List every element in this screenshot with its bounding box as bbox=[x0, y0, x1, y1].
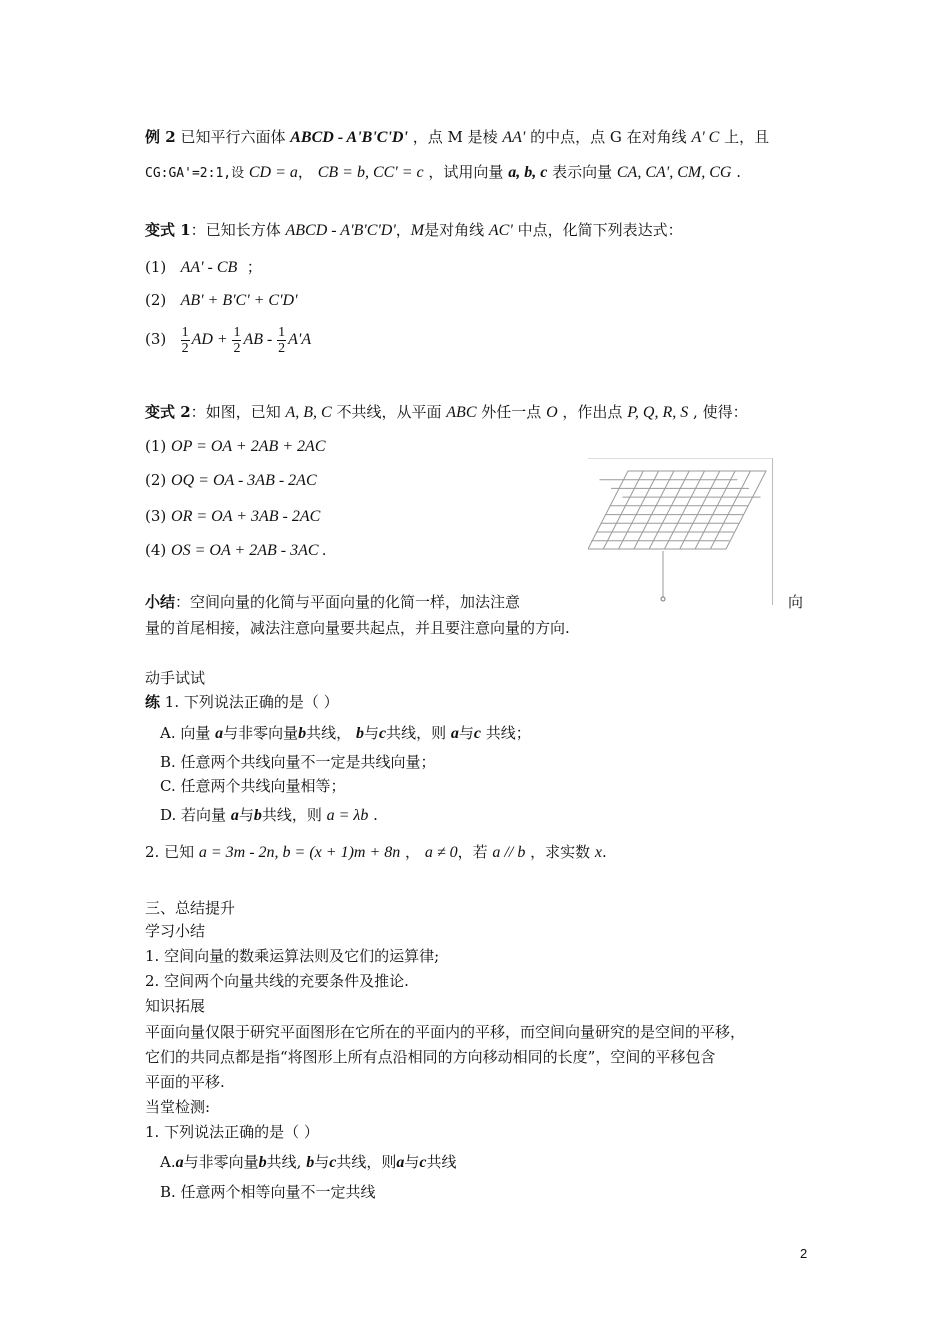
item-number: (3) bbox=[145, 507, 167, 525]
practice-option-a bbox=[160, 723, 531, 744]
text: 中点，化简下列表达式： bbox=[517, 221, 683, 239]
text: 已知平行六面体 bbox=[180, 128, 286, 146]
variant2-item bbox=[145, 470, 317, 491]
text: 共线 bbox=[426, 1153, 457, 1171]
study-summary-heading: 学习小结 bbox=[145, 922, 206, 940]
summary-line1 bbox=[145, 592, 520, 612]
check-option-b: B. 任意两个相等向量不一定共线 bbox=[160, 1183, 376, 1201]
text: 共线，则 bbox=[261, 806, 322, 824]
text: 与非零向量 bbox=[183, 1153, 259, 1171]
math: CA, CA', CM, CG bbox=[616, 164, 732, 181]
text: . bbox=[736, 163, 741, 181]
math: ABC bbox=[446, 404, 477, 421]
summary-label: 小结 bbox=[145, 593, 176, 611]
extension-text: 平面向量仅限于研究平面图形在它所在的平面内的平移，而空间向量研究的是空间的平移， bbox=[145, 1023, 746, 1041]
math: a bbox=[396, 1154, 405, 1171]
variant2-line bbox=[145, 402, 748, 423]
text: . bbox=[373, 806, 378, 824]
math: P, Q, R, S bbox=[627, 404, 689, 421]
item-number: (2) bbox=[145, 291, 167, 309]
text: 空间向量的化简与平面向量的化简一样，加法注意 bbox=[190, 593, 521, 611]
text: 外任一点 bbox=[481, 403, 542, 421]
text: 1. 下列说法正确的是（ ） bbox=[164, 693, 339, 711]
text: 与 bbox=[363, 724, 379, 742]
item-number: (3) bbox=[145, 330, 167, 348]
text: ， bbox=[297, 163, 313, 181]
math: x bbox=[594, 844, 602, 861]
page-number: 2 bbox=[800, 1246, 808, 1261]
math: A' C bbox=[691, 129, 720, 146]
text: ，试用向量 bbox=[428, 163, 504, 181]
math: AD + bbox=[191, 331, 228, 348]
math: b bbox=[298, 725, 307, 742]
practice-label: 练 bbox=[145, 693, 161, 711]
variant2-label: 变式 2 bbox=[145, 403, 191, 421]
extension-text: 它们的共同点都是指“将图形上所有点沿相同的方向移动相同的长度”，空间的平移包含 bbox=[145, 1048, 716, 1066]
text: . bbox=[602, 843, 607, 861]
check-question-1: 1. 下列说法正确的是（ ） bbox=[145, 1123, 319, 1141]
math: a ≠ 0 bbox=[424, 844, 458, 861]
math: b bbox=[258, 1154, 267, 1171]
math: c bbox=[378, 725, 387, 742]
fraction: $\frac{1}{2}$ bbox=[278, 324, 286, 356]
math: OR = OA + 3AB - 2AC bbox=[171, 508, 321, 525]
item-number: (4) bbox=[145, 541, 167, 559]
fraction: $\frac{1}{2}$ bbox=[181, 324, 189, 356]
plane-grid-figure bbox=[588, 458, 773, 605]
math: a // b bbox=[492, 844, 526, 861]
variant2-item bbox=[145, 436, 326, 457]
math: a bbox=[450, 725, 459, 742]
math: A, B, C bbox=[285, 404, 332, 421]
math: c bbox=[419, 1154, 427, 1171]
text: 与 bbox=[314, 1153, 330, 1171]
variant1-label: 变式 1 bbox=[145, 221, 191, 239]
text: 与 bbox=[404, 1153, 420, 1171]
example2-line2 bbox=[145, 162, 741, 184]
variant1-item bbox=[145, 290, 297, 311]
math: ABCD - A'B'C'D' bbox=[285, 222, 396, 239]
practice-heading: 动手试试 bbox=[145, 669, 206, 687]
text: D. 若向量 bbox=[160, 806, 227, 824]
math: a bbox=[230, 807, 239, 824]
text: ： bbox=[175, 593, 191, 611]
text: ，作出点 bbox=[562, 403, 623, 421]
text: ； bbox=[246, 258, 262, 276]
math: OS = OA + 2AB - 3AC . bbox=[171, 542, 327, 559]
grid-plane-image bbox=[588, 459, 772, 605]
text: 上，且 bbox=[724, 128, 770, 146]
summary-point-1: 1. 空间向量的数乘运算法则及它们的运算律; bbox=[145, 947, 440, 965]
text: 不共线，从平面 bbox=[336, 403, 442, 421]
item-number: (1) bbox=[145, 258, 167, 276]
practice-option-c: C. 任意两个共线向量相等； bbox=[160, 777, 346, 795]
text: ，若 bbox=[457, 843, 488, 861]
math: b bbox=[306, 1154, 315, 1171]
text: 已知长方体 bbox=[205, 221, 281, 239]
example2-line1 bbox=[145, 127, 769, 148]
text: 与 bbox=[238, 806, 254, 824]
text: , 使得： bbox=[693, 403, 748, 421]
item-number: (2) bbox=[145, 471, 167, 489]
math: AA' bbox=[502, 129, 526, 146]
text: A. bbox=[160, 1153, 176, 1171]
summary-point-2: 2. 空间两个向量共线的充要条件及推论. bbox=[145, 972, 409, 990]
item-number: (1) bbox=[145, 437, 167, 455]
math: CD = a bbox=[248, 164, 298, 181]
extension-text: 平面的平移. bbox=[145, 1073, 225, 1091]
practice-q1 bbox=[145, 692, 339, 712]
math: a = 3m - 2n, b = (x + 1)m + 8n bbox=[198, 844, 401, 861]
math: AB - bbox=[243, 331, 273, 348]
math: ABCD - A'B'C'D' bbox=[290, 129, 408, 146]
math: c bbox=[473, 725, 482, 742]
math: AB' + B'C' + C'D' bbox=[180, 292, 298, 309]
text: 共线，则 bbox=[386, 724, 447, 742]
math: OP = OA + 2AB + 2AC bbox=[171, 438, 326, 455]
math: c bbox=[329, 1154, 337, 1171]
text: 与非零向量 bbox=[223, 724, 299, 742]
practice-q2 bbox=[145, 842, 607, 863]
text: 共线， bbox=[306, 724, 352, 742]
math: A'A bbox=[288, 331, 312, 348]
math: a, b, c bbox=[508, 164, 548, 181]
text: ： bbox=[190, 403, 206, 421]
text: 是对角线 bbox=[424, 221, 485, 239]
text: ， bbox=[405, 843, 421, 861]
math: CB = b, CC' = c bbox=[317, 164, 424, 181]
example2-label: 例 2 bbox=[145, 128, 176, 146]
math: a = λb bbox=[326, 807, 369, 824]
conclusion-heading: 三、总结提升 bbox=[145, 899, 236, 917]
math: AA' - CB bbox=[180, 259, 238, 276]
text: CG:GA'=2:1,设 bbox=[145, 166, 245, 181]
summary-line1-end: 向 bbox=[788, 593, 804, 611]
text: 的中点，点 G 在对角线 bbox=[530, 128, 687, 146]
math: AC' bbox=[488, 222, 513, 239]
math: O bbox=[546, 404, 558, 421]
math: a bbox=[175, 1154, 184, 1171]
math: M bbox=[410, 222, 425, 239]
text: ， bbox=[395, 221, 411, 239]
summary-line2: 量的首尾相接，减法注意向量要共起点，并且要注意向量的方向. bbox=[145, 619, 570, 637]
math: a bbox=[215, 725, 224, 742]
practice-option-d bbox=[160, 805, 378, 826]
variant1-item bbox=[145, 322, 311, 357]
variant2-item bbox=[145, 540, 327, 561]
math: b bbox=[355, 725, 364, 742]
text: 如图，已知 bbox=[205, 403, 281, 421]
knowledge-extension-heading: 知识拓展 bbox=[145, 997, 206, 1015]
fraction: $\frac{1}{2}$ bbox=[233, 324, 241, 356]
in-class-check-heading: 当堂检测: bbox=[145, 1098, 211, 1116]
text: A. 向量 bbox=[160, 724, 211, 742]
variant1-line bbox=[145, 220, 683, 241]
practice-option-b: B. 任意两个共线向量不一定是共线向量； bbox=[160, 753, 436, 771]
text: 2. 已知 bbox=[145, 843, 195, 861]
variant1-item bbox=[145, 257, 262, 278]
text: 共线； bbox=[481, 724, 531, 742]
text: ： bbox=[190, 221, 206, 239]
text: 共线，则 bbox=[336, 1153, 397, 1171]
text: 共线, bbox=[266, 1153, 302, 1171]
text: ，点 M 是棱 bbox=[412, 128, 498, 146]
math: OQ = OA - 3AB - 2AC bbox=[171, 472, 317, 489]
text: 与 bbox=[458, 724, 474, 742]
check-option-a bbox=[160, 1152, 456, 1173]
math: b bbox=[253, 807, 262, 824]
text: 表示向量 bbox=[552, 163, 613, 181]
text: ，求实数 bbox=[530, 843, 591, 861]
variant2-item bbox=[145, 506, 320, 527]
